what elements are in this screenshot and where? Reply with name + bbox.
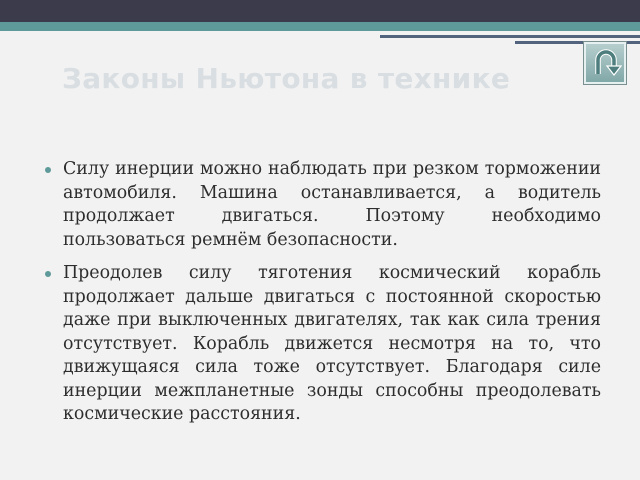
top-decor-bar <box>0 0 640 22</box>
bullet-dot-icon <box>45 271 51 277</box>
slide-content <box>45 158 601 437</box>
blue-decor-line-long <box>380 35 640 38</box>
bullet-item <box>45 158 601 252</box>
back-button[interactable] <box>583 41 627 85</box>
bullet-item <box>45 262 601 427</box>
bullet-text: Преодолев силу тяготения космический корабль продолжает дальше двигаться с постоянной скоростью даже при выключенных двигателях, так как сила трения отсутствует. Корабль движется несмотря на то, что движущаяся сила тоже отсутствует. Благодаря силе инерции межпланетные зонды способны преодолевать космические расстояния. <box>63 263 601 424</box>
bullet-dot-icon <box>45 167 51 173</box>
teal-decor-band <box>0 22 640 31</box>
slide-title: Законы Ньютона в технике <box>62 62 511 95</box>
bullet-text: Силу инерции можно наблюдать при резком торможении автомобиля. Машина останавливается, а водитель продолжает двигаться. Поэтому необходимо пользоваться ремнём безопасности. <box>63 159 601 250</box>
u-turn-back-icon <box>590 48 622 80</box>
